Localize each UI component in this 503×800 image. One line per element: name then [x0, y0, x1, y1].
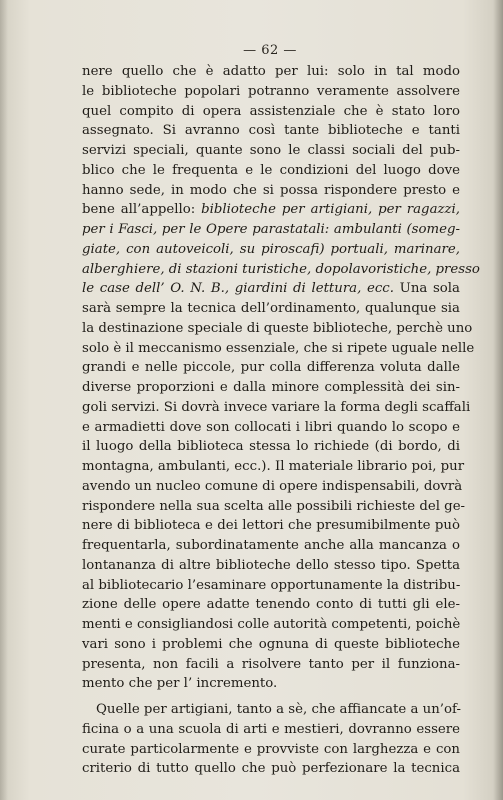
text-line: avendo un nucleo comune di opere indispensabili, dovrà — [82, 478, 463, 494]
text-line: sarà sempre la tecnica dell’ordinamento, qualunque sia — [82, 301, 460, 316]
body-text — [82, 62, 480, 779]
page-edge-shadow — [493, 0, 503, 800]
text-line: Quelle per artigiani, tanto a sè, che affiancate a un’of- — [96, 702, 461, 717]
text-line: criterio di tutto quello che può perfezionare la tecnica — [82, 761, 460, 777]
text-line: ficina o a una scuola di arti e mestieri, dovranno essere — [82, 721, 460, 737]
text-line: per i Fasci, per le Opere parastatali: ambulanti (someg- — [82, 222, 460, 237]
text-line: le case dell’ O. N. B., giardini di lettura, ecc. Una sola — [82, 281, 460, 297]
text-line: al bibliotecario l’esaminare opportunamente la distribu- — [82, 577, 461, 593]
text-line: servizi speciali, quante sono le classi sociali del pub- — [82, 143, 460, 158]
text-line: diverse proporzioni e dalla minore complessità dei sin- — [82, 380, 460, 395]
text-line: blico che le frequenta e le condizioni del luogo dove — [82, 162, 460, 178]
text-line: hanno sede, in modo che si possa rispondere presto e — [82, 182, 460, 198]
text-line: goli servizi. Si dovrà invece variare la forma degli scaffali — [82, 399, 471, 415]
text-line: nere quello che è adatto per lui: solo in tal modo — [82, 64, 460, 79]
text-line: la destinazione speciale di queste biblioteche, perchè uno — [82, 320, 473, 336]
text-line: e armadietti dove son collocati i libri quando lo scopo e — [82, 419, 460, 435]
text-line: frequentarla, subordinatamente anche alla mancanza o — [82, 538, 460, 553]
text-line: assegnato. Si avranno così tante biblioteche e tanti — [82, 123, 460, 139]
text-line: mento che per l’ incremento. — [82, 676, 278, 692]
text-line: giate, con autoveicoli, su piroscafi) portuali, marinare, — [82, 241, 460, 257]
text-line: vari sono i problemi che ognuna di queste biblioteche — [82, 636, 460, 652]
text-line: lontananza di altre biblioteche dello stesso tipo. Spetta — [82, 557, 460, 573]
text-line: il luogo della biblioteca stessa lo richiede (di bordo, di — [82, 439, 460, 455]
text-line: grandi e nelle piccole, pur colla differenza voluta dalle — [82, 360, 460, 376]
text-line: alberghiere, di stazioni turistiche, dopolavoristiche, presso — [82, 261, 480, 277]
text-line: zione delle opere adatte tenendo conto di tutti gli ele- — [82, 597, 460, 613]
text-line: montagna, ambulanti, ecc.). Il materiale librario poi, pur — [82, 459, 465, 474]
text-line: le biblioteche popolari potranno veramente assolvere — [82, 83, 460, 99]
text-line: quel compito di opera assistenziale che è stato loro — [82, 103, 460, 119]
text-line: bene all’appello: biblioteche per artigiani, per ragazzi, — [82, 202, 460, 218]
text-line: solo è il meccanismo essenziale, che si ripete uguale nelle — [82, 340, 475, 356]
text-line: presenta, non facili a risolvere tanto per il funziona- — [82, 656, 460, 672]
page-number: — 62 — — [243, 43, 297, 58]
page-gutter-shadow — [0, 0, 8, 800]
text-line: nere di biblioteca e dei lettori che presumibilmente può — [82, 518, 460, 534]
text-line: rispondere nella sua scelta alle possibili richieste del ge- — [82, 498, 466, 514]
text-line: menti e consigliandosi colle autorità competenti, poichè — [82, 617, 461, 632]
text-line: curate particolarmente e provviste con larghezza e con — [82, 741, 460, 757]
